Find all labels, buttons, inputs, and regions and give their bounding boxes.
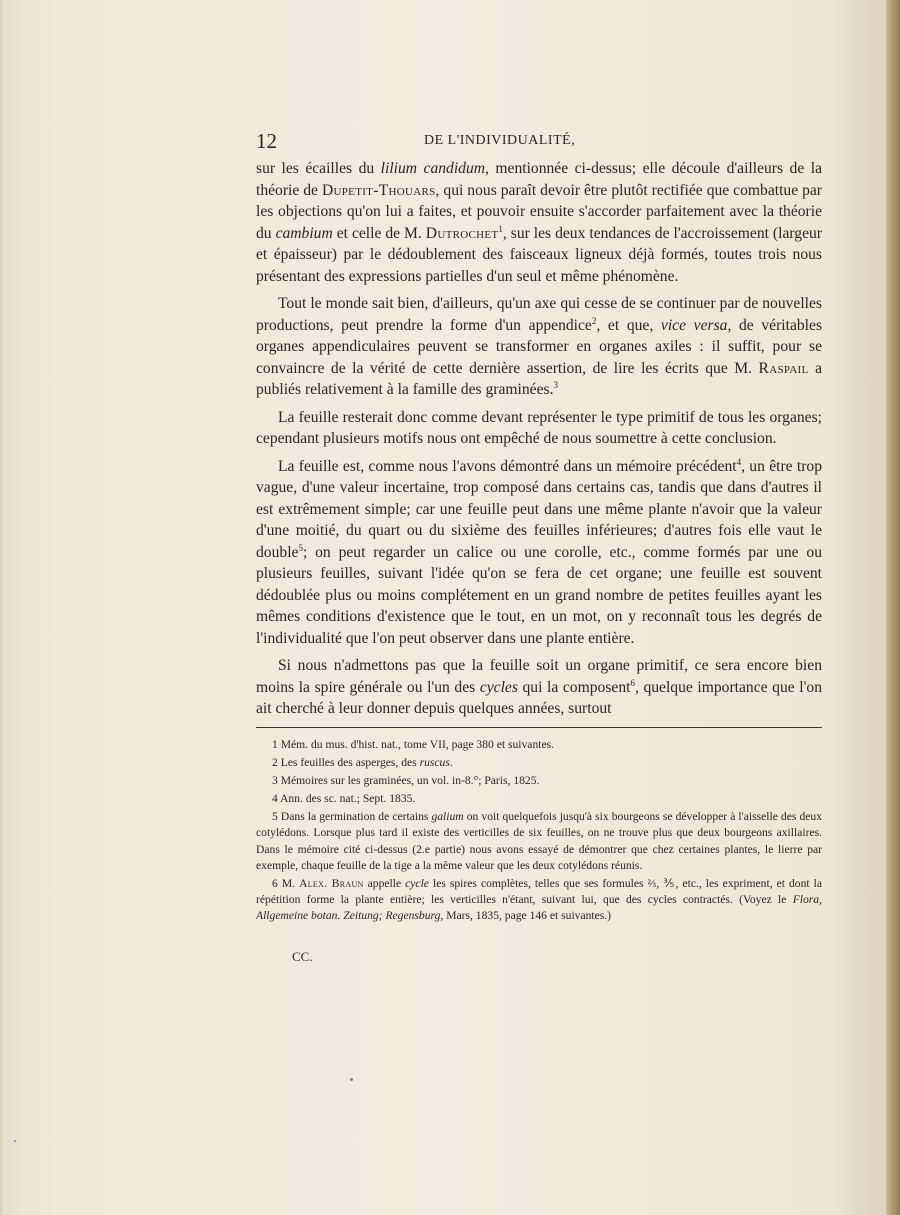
text-run: , un être trop vague, d'une valeur incertaine, trop composé dans certains cas, tandis que dans d'autres il est extrêmement simple; car une feuille peut dans une même plante n'avoir que la valeur d'une moitié, du quart ou du sixième des feuilles inférieures; d'autres fois elle vaut le double <box>256 457 822 561</box>
footnote-text: M. <box>281 876 300 890</box>
footnote <box>256 737 822 753</box>
footnote-text: les spires complètes, telles que ses formules ⅔, ⅗, etc., les expriment, et dont la répétition forme la plante entière; les verticilles n'étant, suivant lui, que des cycles contractés. (Voyez le <box>256 876 823 906</box>
italic-term: ruscus <box>419 756 450 770</box>
author-name: Raspail <box>758 359 809 377</box>
text-run: ; on peut regarder un calice ou une corolle, etc., comme formés par une ou plusieurs feuilles, suivant l'idée qu'on se fera de cet organe; une feuille est souvent dédoublée plus ou moins complétement en un grand nombre de petites feuilles ayant les mêmes conditions d'existence que le tout, en un mot, on y reconnaît tous les degrés de l'individualité que l'on peut observer dans une plante entière. <box>256 543 822 647</box>
footnote-ref: 1 <box>498 223 503 234</box>
italic-term: Flora, Allgemeine botan. Zeitung; Regensburg <box>256 892 822 922</box>
footnote-number: 4 <box>272 792 278 806</box>
footnote-number: 3 <box>272 774 278 788</box>
footnote <box>256 791 822 807</box>
author-name: Dutrochet <box>425 224 499 242</box>
page-left-edge <box>0 0 6 1215</box>
footnote-text: Mém. du mus. d'hist. nat., tome VII, page 380 et suivantes. <box>280 738 555 751</box>
page-number: 12 <box>256 129 277 153</box>
footnote-number: 5 <box>272 810 278 824</box>
text-run: , et que, <box>596 316 661 334</box>
text-run: Si nous n'admettons pas que la feuille soit un organe primitif, ce sera encore bien moins la spire générale ou l'un des <box>256 657 822 696</box>
text-run: qui la composent <box>517 678 631 696</box>
paragraph: La feuille resterait donc comme devant représenter le type primitif de tous les organes; cependant plusieurs motifs nous ont empêché de nous soumettre à cette conclusion. <box>256 408 822 447</box>
running-head: DE L'INDIVIDUALITÉ, <box>424 133 576 148</box>
page-header <box>256 129 820 153</box>
italic-term: cycles <box>479 678 518 696</box>
footnote-ref: 2 <box>591 315 597 326</box>
footnote-ref: 4 <box>736 456 742 467</box>
author-name: Dupetit-Thouars <box>321 181 436 199</box>
signature-mark: CC. <box>292 949 313 964</box>
footnote-text: Mémoires sur les graminées, un vol. in-8.°; Paris, 1825. <box>280 774 540 788</box>
footnote-text: . <box>449 756 453 770</box>
text-run: sur les écailles du <box>256 160 381 177</box>
italic-term: galium <box>431 810 464 824</box>
footnote-text: appelle <box>363 876 406 890</box>
footnote-ref: 3 <box>553 379 558 390</box>
author-name: Alex. Braun <box>299 876 364 890</box>
footnote-text: Les feuilles des asperges, des <box>280 756 420 770</box>
paragraph <box>256 655 822 720</box>
text-run: , sur les deux tendances de l'accroissement (largeur et épaisseur) par le dédoublement des faisceaux ligneux déjà formés, toutes trois nous présentant des expressions partielles d'un seul et même phénomène. <box>256 224 822 285</box>
footnote <box>256 773 822 789</box>
italic-term: cambium <box>275 224 333 242</box>
italic-term: vice versa <box>660 316 728 334</box>
italic-term: lilium candidum <box>380 160 486 177</box>
text-run: a publiés relativement à la famille des graminées. <box>256 359 822 398</box>
paragraph <box>256 158 822 287</box>
footnote-rule <box>256 727 822 728</box>
footnote-ref: 5 <box>298 542 303 553</box>
text-run: et celle de M. <box>332 224 426 242</box>
footnotes <box>256 737 822 926</box>
footnote-text: Ann. des sc. nat.; Sept. 1835. <box>280 792 416 806</box>
footnote <box>256 755 822 771</box>
footnote-number: 1 <box>272 738 278 751</box>
text-run: , de véritables organes appendiculaires peuvent se transformer en organes axiles : il suffit, pour se convaincre de la vérité de cette dernière assertion, de lire les écrits que M. <box>256 316 823 377</box>
footnote-number: 2 <box>272 756 278 770</box>
footnote <box>256 876 822 924</box>
paper-speck <box>14 1140 16 1142</box>
paragraph <box>256 456 822 650</box>
text-run: , quelque importance que l'on ait cherché à leur donner depuis quelques années, surtout <box>256 678 823 717</box>
book-spine-edge <box>886 0 900 1215</box>
text-run: Tout le monde sait bien, d'ailleurs, qu'un axe qui cesse de se continuer par de nouvelles productions, peut prendre la forme d'un appendice <box>256 295 822 334</box>
footnote <box>256 809 822 873</box>
footnote-number: 6 <box>272 876 278 890</box>
text-run: , mentionnée ci-dessus; elle découle d'ailleurs de la théorie de <box>256 160 822 199</box>
text-run: , qui nous paraît devoir être plutôt rectifiée que combattue par les objections qu'on lui a faites, et pouvoir ensuite s'accorder parfaitement avec la théorie du <box>256 181 822 242</box>
paragraph <box>256 293 822 401</box>
text-run: La feuille est, comme nous l'avons démontré dans un mémoire précédent <box>278 457 737 475</box>
footnote-ref: 6 <box>630 677 635 688</box>
main-text <box>256 158 822 726</box>
footnote-text: , Mars, 1835, page 146 et suivantes.) <box>440 908 612 922</box>
footnote-text: on voit quelquefois jusqu'à six bourgeons se développer à l'aisselle des deux cotylédons. Lorsque plus tard il existe des verticilles de six feuilles, on ne trouve plus que deux bourgeons axillaires. Dans le mémoire cité ci-dessus (2.e partie) nous avons essayé de démontrer que chez certaines plantes, le lierre par exemple, chaque feuille de la tige a la même valeur que les deux cotylédons réunis. <box>256 810 822 872</box>
footnote-text: Dans la germination de certains <box>280 810 432 824</box>
paper-speck <box>350 1078 353 1081</box>
italic-term: cycle <box>405 876 429 890</box>
